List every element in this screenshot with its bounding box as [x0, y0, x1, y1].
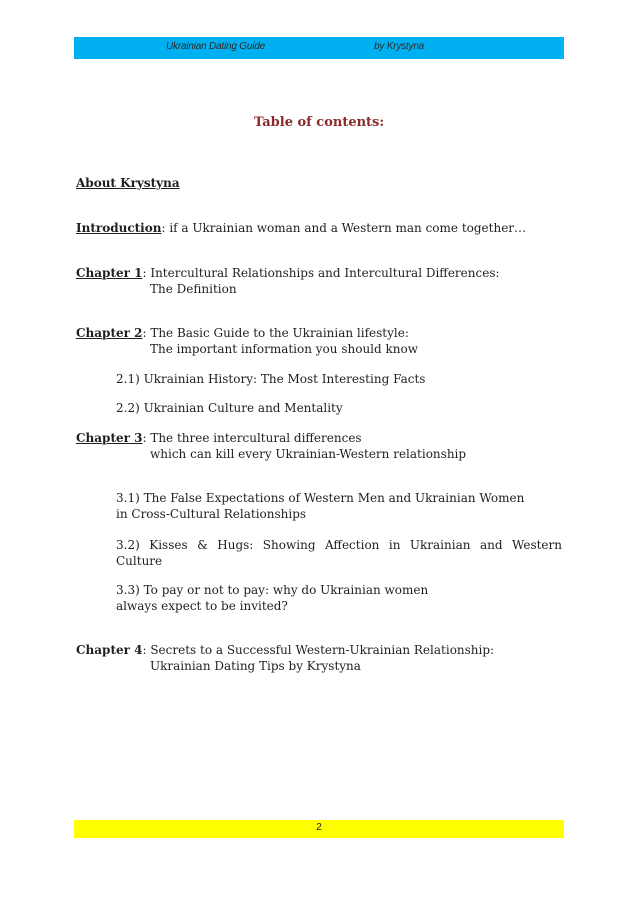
- toc-section-2-1: 2.1) Ukrainian History: The Most Interesting Facts: [116, 372, 426, 386]
- toc-entry-chapter-3: [76, 431, 362, 446]
- toc-ch4-text: : Secrets to a Successful Western-Ukrainian Relationship:: [142, 643, 495, 657]
- toc-ch3-subtitle: which can kill every Ukrainian-Western relationship: [150, 447, 467, 461]
- toc-section-2-2: 2.2) Ukrainian Culture and Mentality: [116, 401, 343, 415]
- toc-section-3-2-cont: Culture: [116, 554, 163, 568]
- toc-ch4-subtitle: Ukrainian Dating Tips by Krystyna: [150, 659, 361, 673]
- toc-entry-about: [76, 176, 180, 191]
- header-author: by Krystyna: [374, 41, 425, 52]
- toc-section-3-1-cont: in Cross-Cultural Relationships: [116, 507, 307, 521]
- toc-entry-introduction: [76, 221, 526, 236]
- toc-ch2-subtitle: The important information you should know: [150, 342, 418, 356]
- toc-entry-chapter-1: [76, 266, 500, 281]
- toc-section-3-1: 3.1) The False Expectations of Western Men and Ukrainian Women: [116, 491, 525, 505]
- toc-ch1-label: Chapter 1: [76, 266, 143, 280]
- toc-section-3-3: 3.3) To pay or not to pay: why do Ukrainian women: [116, 583, 429, 597]
- toc-ch1-subtitle: The Definition: [150, 282, 237, 296]
- toc-ch3-label: Chapter 3: [76, 431, 143, 445]
- toc-about-label: About Krystyna: [76, 176, 180, 190]
- toc-ch4-label: Chapter 4: [76, 643, 143, 657]
- toc-ch1-text: : Intercultural Relationships and Intercultural Differences:: [142, 266, 500, 280]
- toc-intro-text: : if a Ukrainian woman and a Western man come together…: [161, 221, 527, 235]
- header-document-title: Ukrainian Dating Guide: [166, 41, 265, 52]
- toc-ch2-text: : The Basic Guide to the Ukrainian lifestyle:: [142, 326, 409, 340]
- toc-entry-chapter-4: [76, 643, 494, 658]
- header-band: [74, 37, 564, 59]
- toc-section-3-2: 3.2) Kisses & Hugs: Showing Affection in Ukrainian and Western: [116, 538, 562, 552]
- toc-intro-label: Introduction: [76, 221, 162, 235]
- page-title: Table of contents:: [253, 115, 385, 130]
- toc-section-3-3-cont: always expect to be invited?: [116, 599, 288, 613]
- toc-ch2-label: Chapter 2: [76, 326, 143, 340]
- toc-entry-chapter-2: [76, 326, 409, 341]
- toc-ch3-text: : The three intercultural differences: [142, 431, 362, 445]
- page-number: 2: [316, 822, 322, 833]
